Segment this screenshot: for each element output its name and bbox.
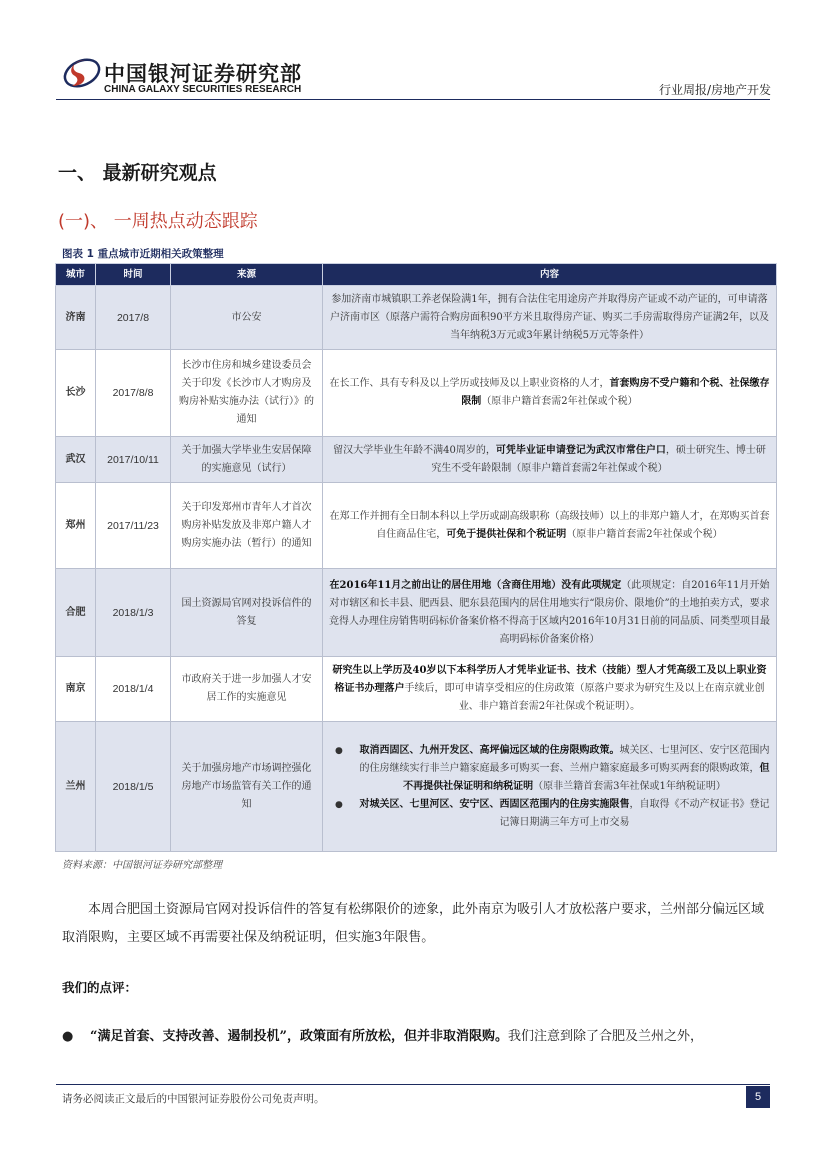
footer-disclaimer: 请务必阅读正文最后的中国银河证券股份公司免责声明。 [62, 1093, 325, 1105]
header-divider [56, 99, 770, 100]
cell-city: 南京 [56, 657, 96, 722]
logo-chinese-name: 中国银河证券研究部 [104, 62, 302, 86]
cell-date: 2017/10/11 [96, 437, 171, 483]
table-row [56, 350, 777, 437]
content-text: ，自取得《不动产权证书》登记记簿日期满三年方可上市交易 [499, 798, 770, 828]
cell-content [323, 350, 777, 437]
content-text: 在长工作、具有专科及以上学历或技师及以上职业资格的人才， [329, 378, 610, 389]
content-text: 在郑工作并拥有全日制本科以上学历或副高级职称（高级技师）以上的非郑户籍人才，在郑购买首套自住商品住宅， [329, 510, 770, 540]
content-highlight: 可凭毕业证申请登记为武汉市常住户口 [495, 444, 666, 456]
cell-date: 2018/1/5 [96, 722, 171, 852]
report-type: 行业周报/房地产开发 [658, 83, 771, 97]
content-highlight: 对城关区、七里河区、安宁区、西固区范围内的住房实施限售 [359, 798, 630, 810]
col-header-source: 来源 [171, 264, 323, 286]
content-highlight: 首套购房不受户籍和个税、社保缴存限制 [461, 378, 770, 407]
policy-table [55, 263, 777, 852]
cell-city: 合肥 [56, 569, 96, 657]
body-paragraph: 本周合肥国土资源局官网对投诉信件的答复有松绑限价的迹象，此外南京为吸引人才放松落户要求，兰州部分偏远区域取消限购，主要区域不再需要社保及纳税证明，但实施3年限售。 [62, 902, 765, 945]
content-highlight: 可免于提供社保和个税证明 [446, 528, 567, 540]
cell-source: 关于加强房地产市场调控强化房地产市场监管有关工作的通知 [171, 722, 323, 852]
content-text: （原非户籍首套需2年社保或个税） [481, 396, 638, 407]
cell-content [323, 657, 777, 722]
bullet-icon: ● [62, 1029, 74, 1044]
cell-date: 2017/8/8 [96, 350, 171, 437]
table-row [56, 437, 777, 483]
subsection-heading: (一)、 一周热点动态跟踪 [58, 211, 258, 232]
content-highlight: 取消西固区、九州开发区、高坪偏远区域的住房限购政策。 [359, 744, 620, 756]
section-heading: 一、 最新研究观点 [58, 162, 217, 184]
cell-city: 武汉 [56, 437, 96, 483]
page-number: 5 [746, 1086, 770, 1108]
cell-content [323, 722, 777, 852]
cell-date: 2018/1/3 [96, 569, 171, 657]
content-text: （原非兰籍首套需3年社保或1年纳税证明） [533, 780, 726, 792]
content-text: 城关区、七里河区、安宁区范围内的住房继续实行非兰户籍家庭最多可购买一套、兰州户籍家庭最多可购买两套的限购政策， [359, 744, 770, 774]
cell-content [323, 569, 777, 657]
cell-source: 长沙市住房和城乡建设委员会关于印发《长沙市人才购房及购房补贴实施办法（试行）》的通知 [171, 350, 323, 437]
comment-text: 我们注意到除了合肥及兰州之外， [507, 1029, 703, 1044]
figure-title: 图表 1 重点城市近期相关政策整理 [62, 248, 224, 260]
table-row [56, 722, 777, 852]
footer-divider [56, 1084, 770, 1085]
cell-source: 关于印发郑州市青年人才首次购房补贴发放及非郑户籍人才购房实施办法（暂行）的通知 [171, 483, 323, 569]
source-note: 资料来源：中国银河证券研究部整理 [62, 860, 222, 871]
comment-highlight: “满足首套、支持改善、遏制投机”，政策面有所放松，但并非取消限购。 [90, 1029, 508, 1044]
content-text: （原非户籍首套需2年社保或个税） [566, 528, 723, 540]
cell-city: 兰州 [56, 722, 96, 852]
cell-source: 国土资源局官网对投诉信件的答复 [171, 569, 323, 657]
cell-city: 长沙 [56, 350, 96, 437]
list-item [329, 796, 770, 832]
comment-bullet [62, 1025, 770, 1044]
col-header-date: 时间 [96, 264, 171, 286]
cell-date: 2017/11/23 [96, 483, 171, 569]
table-row [56, 286, 777, 350]
logo-english-name: CHINA GALAXY SECURITIES RESEARCH [104, 84, 302, 95]
cell-date: 2017/8 [96, 286, 171, 350]
table-header-row [56, 264, 777, 286]
cell-content [323, 437, 777, 483]
comment-title: 我们的点评： [62, 980, 138, 995]
cell-content: 参加济南市城镇职工养老保险满1年，拥有合法住宅用途房产并取得房产证或不动产证的，可申请落户济南市区（原落户需符合购房面积90平方米且取得房产证、购买二手房需取得房产证满2年，以及当年纳税3万元或3年累计纳税5万元等条件） [323, 286, 777, 350]
content-highlight: 但不再提供社保证明和纳税证明 [403, 762, 770, 792]
cell-city: 济南 [56, 286, 96, 350]
galaxy-logo-icon [62, 55, 102, 91]
list-item [329, 742, 770, 796]
content-text: 留汉大学毕业生年龄不满40周岁的， [333, 444, 496, 456]
cell-content [323, 483, 777, 569]
content-highlight: 研究生以上学历及40岁以下本科学历人才凭毕业证书、技术（技能）型人才凭高级工及以上职业资格证书办理落户 [332, 665, 767, 694]
table-row [56, 569, 777, 657]
table-row [56, 483, 777, 569]
content-highlight: 在2016年11月之前出让的居住用地（含商住用地）没有此项规定 [329, 579, 622, 591]
content-bullet-list [329, 742, 770, 832]
col-header-content: 内容 [323, 264, 777, 286]
cell-source: 市公安 [171, 286, 323, 350]
cell-source: 市政府关于进一步加强人才安居工作的实施意见 [171, 657, 323, 722]
cell-date: 2018/1/4 [96, 657, 171, 722]
col-header-city: 城市 [56, 264, 96, 286]
content-text: 手续后，即可申请享受相应的住房政策（原落户要求为研究生及以上在南京就业创业、非户籍首套需2年社保或个税证明）。 [404, 683, 765, 712]
content-text: ，硕士研究生、博士研究生不受年龄限制（原非户籍首套需2年社保或个税） [431, 444, 766, 474]
content-text: （此项规定：自2016年11月开始对市辖区和长丰县、肥西县、肥东县范围内的居住用地实行“限房价、限地价”的土地拍卖方式，要求竞得人办理住房销售明码标价备案价格不得高于区域内2016年10月31日前的同品质、同类型项目最高明码标价备案价格） [329, 579, 770, 645]
table-row [56, 657, 777, 722]
cell-source: 关于加强大学毕业生安居保障的实施意见（试行） [171, 437, 323, 483]
cell-city: 郑州 [56, 483, 96, 569]
